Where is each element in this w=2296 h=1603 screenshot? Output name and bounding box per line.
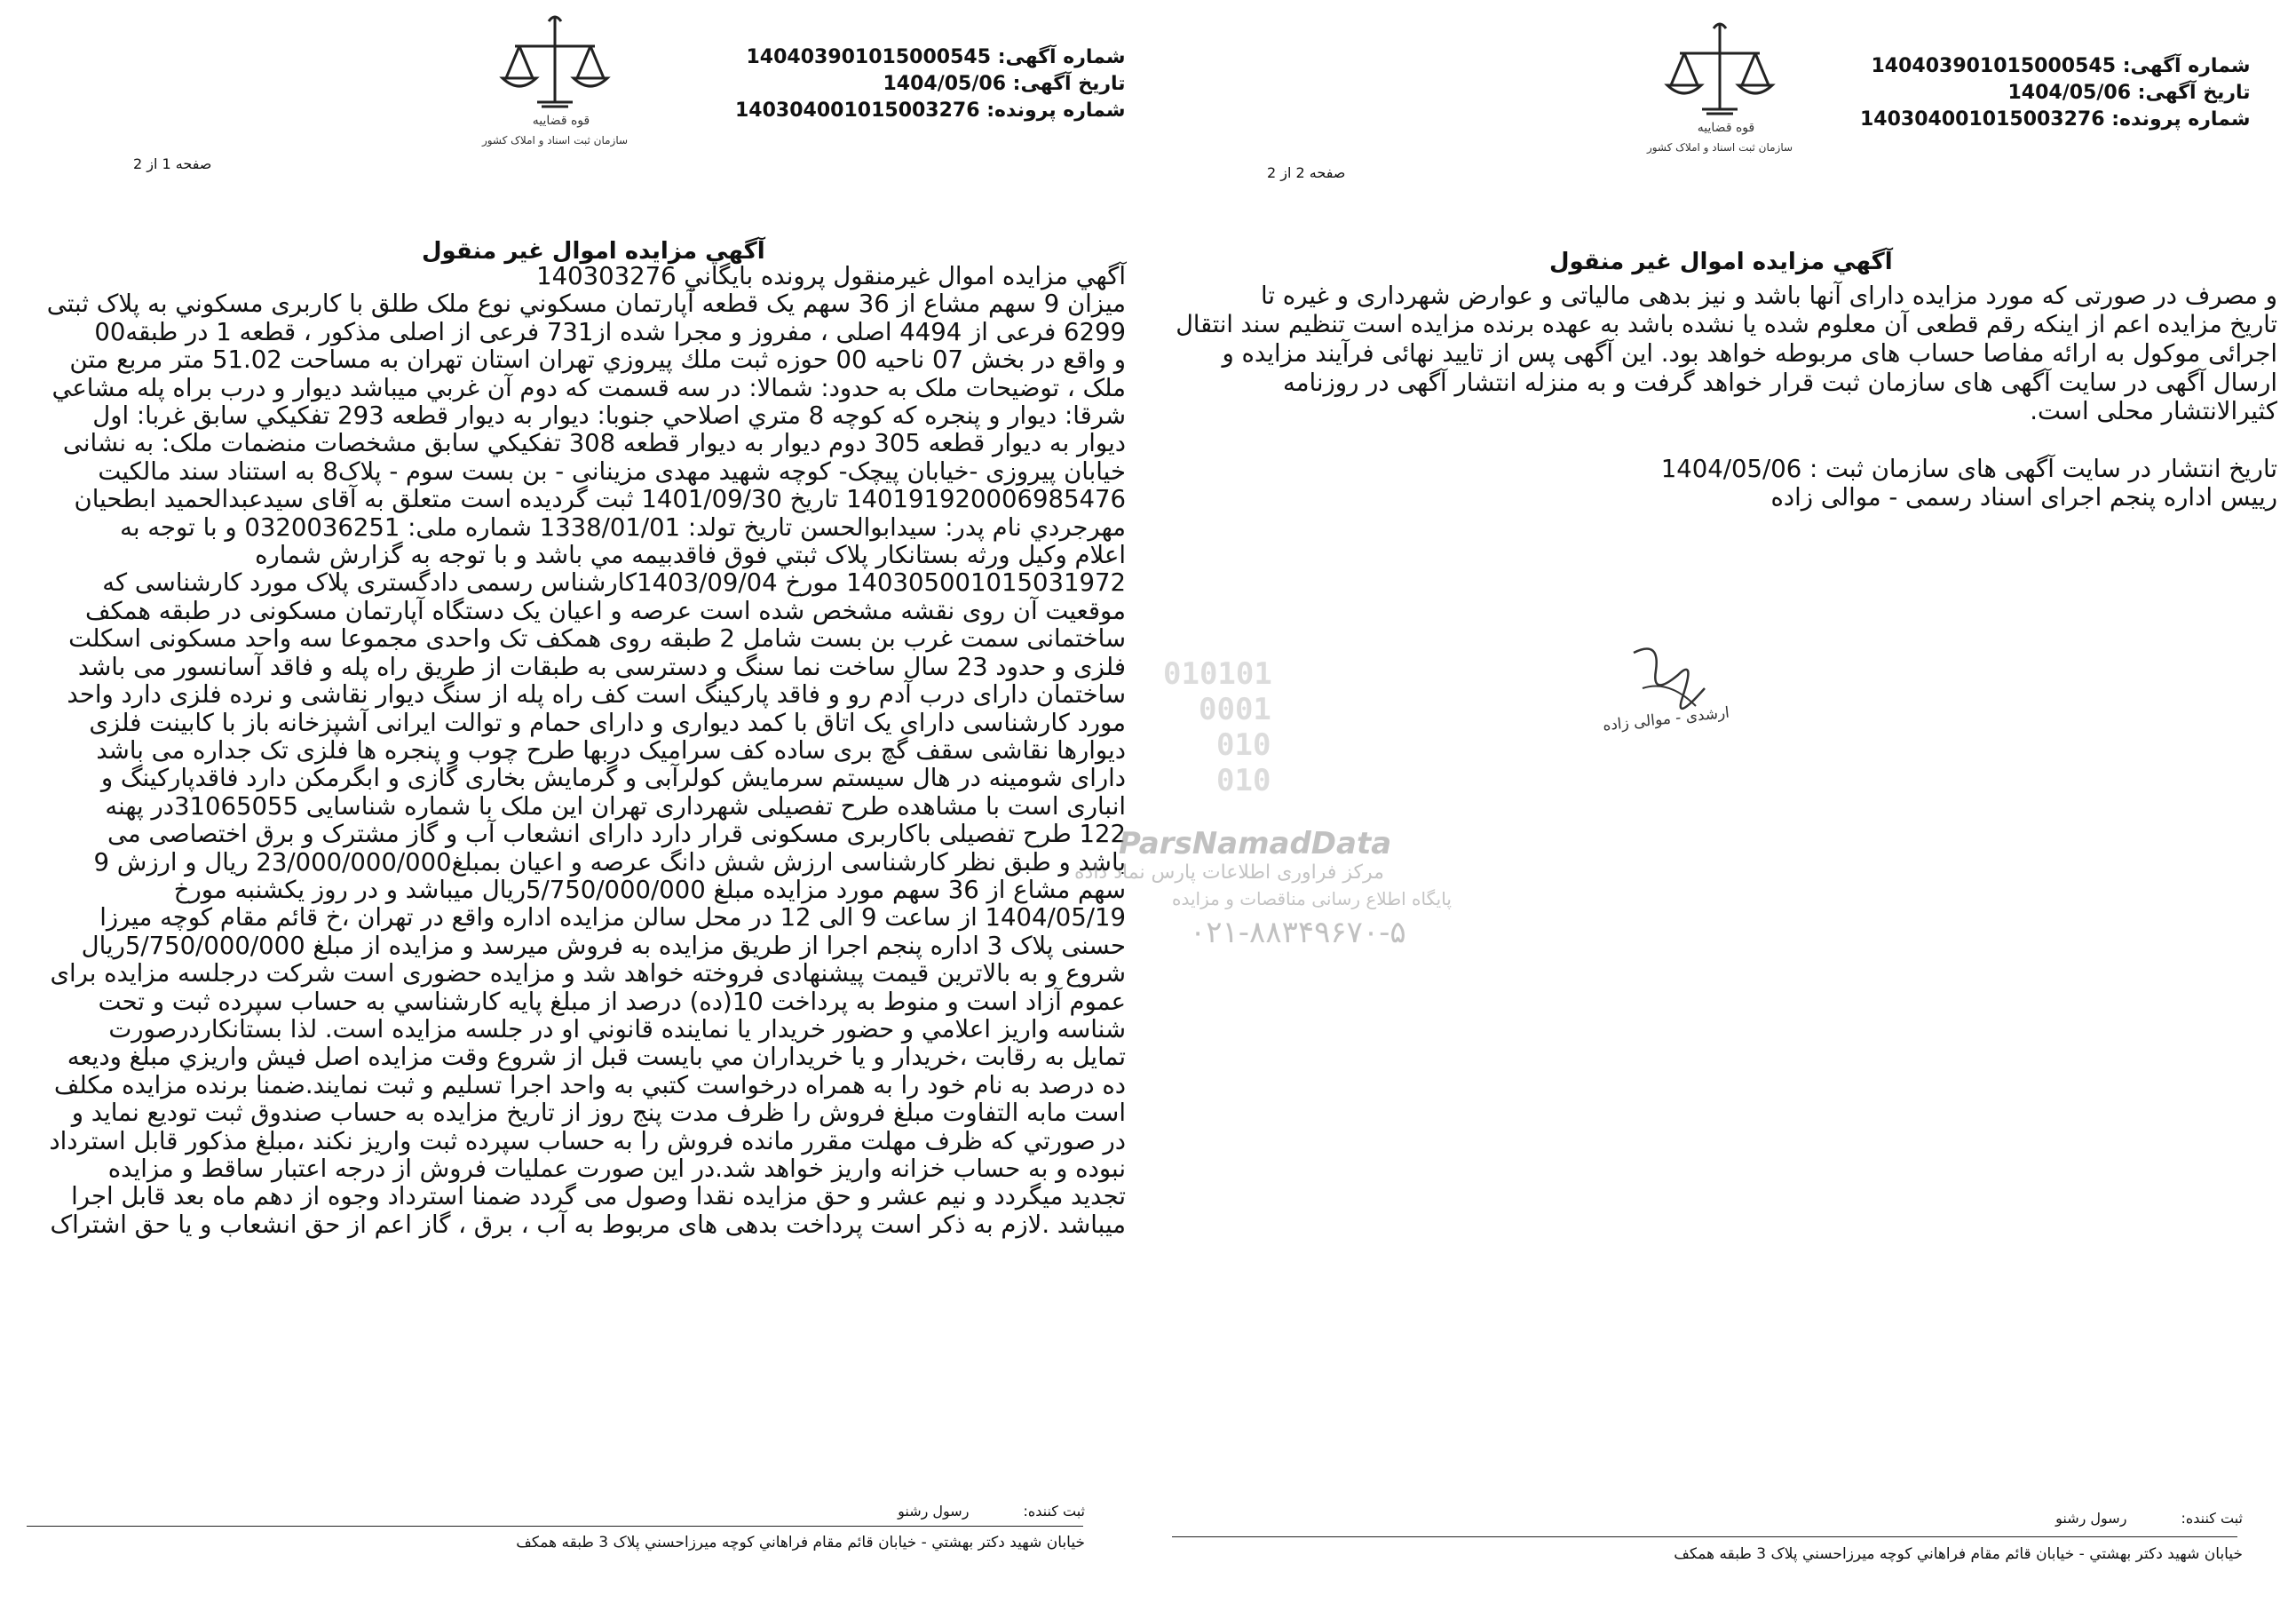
- emblem-org-sub: سازمان ثبت اسناد و املاک کشور: [1646, 141, 1793, 154]
- body-line: عموم آزاد است و منوط به پرداخت 10(ده) درصد از مبلغ پايه کارشناسي به حساب سپرده ثبت و تحت: [98, 987, 1126, 1016]
- body-line: 1404/05/19 از ساعت 9 الی 12 در محل سالن مزايده اداره واقع در تهران ،خ قائم مقام کوچه ميرزا: [99, 903, 1126, 932]
- notice-date: 1404/05/06: [2007, 82, 2131, 104]
- body-line: نبوده و به حساب خزانه واريز خواهد شد.در اين صورت عمليات فروش از درجه اعتبار ساقط و مزايده: [107, 1155, 1126, 1183]
- page-number: صفحه 1 از 2: [133, 155, 212, 172]
- body-line: تاريخ مزايده اعم از اينکه رقم قطعی آن معلوم شده يا نشده باشد به عهده برنده مزايده است تنظيم سند انتقال: [1176, 310, 2277, 338]
- body-line: اعلام وکيل ورثه بستانکار پلاک ثبتي فوق فاقدبيمه مي باشد و با توجه به گزارش شماره: [255, 541, 1126, 570]
- registrar: [898, 1503, 1085, 1520]
- body-line: ده درصد به نام خود را به همراه درخواست کتبي به واحد اجرا تسليم و ثبت نمايند.ضمنا برنده مزايده مکلف: [53, 1070, 1126, 1099]
- emblem-org-name: قوه قضاییه: [1697, 121, 1755, 135]
- body-line: شروع و به بالاترين قيمت پيشنهادی فروخته خواهد شد و مزايده حضوری است شرکت درجلسه مزايده برای: [50, 959, 1126, 988]
- body-line: مهرجردي نام پدر: سيدابوالحسن تاريخ تولد: 1338/01/01 شماره ملی: 0320036251 و با توجه به: [120, 512, 1126, 542]
- footer-divider: [27, 1526, 1083, 1527]
- case-number-label: شماره پرونده:: [986, 99, 1126, 122]
- watermark-digits-4: 010: [1216, 763, 1271, 798]
- body-line: 140305001015031972 مورخ 1403/09/04کارشناس رسمی دادگستری پلاک مورد کارشناسی که: [102, 568, 1126, 598]
- notice-number-label: شماره آگهی:: [997, 46, 1126, 68]
- footer-address: خيابان شهيد دکتر بهشتي - خيابان قائم مقام فراهاني کوچه ميرزاحسني پلاک 3 طبقه همکف: [1674, 1545, 2243, 1563]
- body-line: ديوارها نقاشی سقف گچ بری ساده کف سراميک دربها طرح چوب و پنجره ها فلزی تک جداره می باشد: [96, 735, 1126, 765]
- watermark-digits-3: 010: [1216, 727, 1271, 763]
- signature-caption: ارشدی - موالی زاده: [1602, 703, 1730, 735]
- watermark-line-2: پایگاه اطلاع رسانی مناقصات و مزایده: [1172, 888, 1452, 909]
- signature: [1607, 635, 1740, 750]
- notice-meta: [735, 44, 1126, 124]
- body-line: 14019192000698547​6 تاريخ 1401/09/30 ثبت گرديده است متعلق به آقای سيدعبدالحميد ابطحيان: [74, 485, 1126, 514]
- watermark-line-1: مرکز فراوری اطلاعات پارس نماد داده: [1074, 861, 1384, 884]
- body-line: 6299 فرعی از 4494 اصلی ، مفروز و مجرا شده از731 فرعی از اصلی مذکور ، قطعه 1 در طبقه00: [94, 317, 1126, 346]
- body-line: فلزی و حدود 23 سال ساخت نما سنگ و دسترسی به طبقات از طريق راه پله و فاقد آسانسور می باشد: [77, 652, 1126, 681]
- body-line: است مابه التفاوت مبلغ فروش را ظرف مدت پنج روز از تاريخ مزايده به حساب صندوق ثبت توديع نمايد و: [71, 1099, 1126, 1128]
- registrar-name: رسول رشنو: [2055, 1510, 2127, 1527]
- body-line: شناسه واريز اعلامي و حضور خريدار يا نماينده قانوني او در جلسه مزايده است. لذا بستانكاردرصورت: [108, 1014, 1126, 1044]
- notice-body: [27, 263, 1126, 1239]
- judiciary-emblem: [1644, 16, 1795, 167]
- watermark-digits-1: 010101: [1163, 656, 1272, 692]
- body-line: ارسال آگهی در سايت آگهی های سازمان ثبت قرار خواهد گرفت و به منزله انتشار آگهی در روزنامه: [1283, 368, 2277, 397]
- notice-meta: [1860, 53, 2251, 133]
- body-line: حسنی پلاک 3 اداره پنجم اجرا از طريق مزايده به فروش ميرسد و مزايده از مبلغ 5/750/000/000ريال: [81, 931, 1126, 960]
- body-line: 122 طرح تفصيلی باکاربری مسکونی قرار دارد دارای انشعاب آب و گاز مشترک و برق اختصاصی می: [107, 820, 1126, 849]
- body-line: تمايل به رقابت ،خريدار و يا خريداران مي بايست قبل از شروع وقت مزايده اصل فيش واريزي مبلغ وديعه: [67, 1043, 1126, 1072]
- registrar-name: رسول رشنو: [898, 1503, 970, 1520]
- footer-divider: [1172, 1536, 2237, 1537]
- notice-date: 1404/05/06: [883, 73, 1006, 95]
- publish-date-line: تاريخ انتشار در سايت آگهی های سازمان ثبت : 1404/05/06: [1660, 454, 2277, 483]
- footer-address: خيابان شهيد دکتر بهشتي - خيابان قائم مقام فراهاني کوچه ميرزاحسني پلاک 3 طبقه همکف: [516, 1534, 1085, 1551]
- notice-title: آگهي مزایده اموال غیر منقول: [422, 238, 765, 265]
- body-line: سهم مشاع از 36 سهم مورد مزايده مبلغ 5/750/000/000ريال ميباشد و در روز يکشنبه مورخ: [173, 875, 1126, 904]
- case-number: 140304001015003276: [735, 99, 980, 122]
- registrar-label: ثبت کننده:: [2181, 1510, 2243, 1527]
- body-line: و مصرف در صورتی که مورد مزايده دارای آنها باشد و نيز بدهی مالياتی و عوارض شهرداری و غيره تا: [1261, 282, 2277, 310]
- body-line: ميزان 9 سهم مشاع از 36 سهم يک قطعه آپارتمان مسکوني نوع ملک طلق با کاربری مسکوني به پلاک ثبتی: [46, 290, 1126, 319]
- registrar-label: ثبت کننده:: [1023, 1503, 1085, 1520]
- watermark-brand: ParsNamadData: [1119, 826, 1392, 861]
- body-line: ساختمان دارای درب آدم رو و فاقد پارکينگ است کف راه پله از سنگ ديوار نقاشی و نرده فلزی دارد واحد: [67, 680, 1126, 710]
- case-number-label: شماره پرونده:: [2111, 108, 2251, 131]
- body-line: دارای شومينه در هال سيستم سرمايش کولرآبی و گرمايش بخاری گازی و ابگرمکن دارد فاقدپارکينگ و: [100, 764, 1126, 793]
- notice-page-1: [0, 0, 1145, 1603]
- body-line: انباری است با مشاهده طرح تفصيلی شهرداری تهران اين ملک با شماره شناسايی 31065055در پهنه: [105, 791, 1126, 821]
- watermark-phone: ۰۲۱-۸۸۳۴۹۶۷۰-۵: [1190, 915, 1406, 950]
- body-line: و واقع در بخش 07 ناحيه 00 حوزه ثبت ملك پيروزي تهران استان تهران به مساحت 51.02 متر مربع متن: [69, 345, 1126, 375]
- case-number: 140304001015003276: [1860, 108, 2105, 131]
- body-line: کثيرالانتشار محلی است.: [2030, 397, 2277, 425]
- notice-number: 140403901015000545: [1871, 55, 2117, 77]
- body-line: اجرائی موکول به ارائه مفاصا حساب های مربوطه خواهد بود. اين آگهی پس از تاييد نهائی فرآيند مزايده و: [1222, 339, 2277, 368]
- scales-of-justice-icon: [1644, 16, 1795, 167]
- scales-of-justice-icon: [479, 9, 630, 160]
- body-line: شرقا: ديوار و پنجره که کوچه 8 متري اصلاحي جنوبا: ديوار به ديوار قطعه 293 تفکيکي سابق غربا: اول: [92, 401, 1126, 431]
- body-line: خيابان پيروزی -خيابان پيچک- کوچه شهيد مهدی مزينانی - بن بست سوم - پلاک8 به استناد سند مالکيت: [98, 456, 1126, 486]
- notice-date-label: تاریخ آگهی:: [2137, 82, 2251, 104]
- judiciary-emblem: [479, 9, 630, 160]
- body-line: تجديد ميگردد و نيم عشر و حق مزايده نقدا وصول می گردد ضمنا استرداد وجوه از دهم ماه بعد قابل اجرا: [71, 1182, 1126, 1211]
- watermark-digits-2: 0001: [1199, 692, 1271, 727]
- notice-number-label: شماره آگهی:: [2122, 55, 2251, 77]
- body-line: ميباشد .لازم به ذکر است پرداخت بدهی های مربوط به آب ، برق ، گاز اعم از حق انشعاب و يا حق اشتراک: [50, 1210, 1126, 1239]
- body-line: در صورتي که ظرف مهلت مقرر مانده فروش را به حساب سپرده ثبت واريز نکند ،مبلغ مذکور قابل استرداد: [49, 1126, 1126, 1155]
- body-line: ديوار به ديوار قطعه 305 دوم ديوار به ديوار قطعه 308 تفکيکي سابق مشخصات منضمات ملک: به نشانی: [62, 429, 1126, 458]
- body-line: ملک ، توضیحات ملک به حدود: شمالا: در سه قسمت که دوم آن غربي ميباشد ديوار و درب براه پله مشاعي: [51, 373, 1126, 402]
- emblem-org-name: قوه قضاییه: [532, 114, 590, 128]
- emblem-org-sub: سازمان ثبت اسناد و املاک کشور: [481, 134, 629, 147]
- notice-title: آگهي مزایده اموال غیر منقول: [1549, 249, 1893, 275]
- body-line: ساختمانی سمت غرب بن بست شامل 2 طبقه روی همکف تک واحدی مجموعا سه واحد مسکونی اسکلت: [68, 624, 1126, 654]
- notice-body-continued: [1168, 282, 2277, 512]
- notice-date-label: تاریخ آگهی:: [1012, 73, 1126, 95]
- notice-page-2: [1145, 0, 2296, 1603]
- registrar: [2055, 1510, 2243, 1527]
- body-line: باشد و طبق نظر کارشناسی ارزش شش دانگ عرصه و اعيان بمبلغ23/000/000/000 ريال و ارزش 9: [93, 847, 1126, 877]
- body-line: مورد کارشناسی دارای يک اتاق با کمد ديواری و دارای حمام و توالت ايرانی آشپزخانه باز با کابينت فلزی: [89, 708, 1126, 737]
- body-line: موقعيت آن روی نقشه مشخص شده است عرصه و اعيان يک دستگاه آپارتمان مسکونی در طبقه همکف: [85, 596, 1126, 625]
- notice-number: 140403901015000545: [746, 46, 992, 68]
- body-line: آگهي مزايده اموال غيرمنقول پرونده بايگاني 140303276: [536, 262, 1126, 290]
- page-number: صفحه 2 از 2: [1267, 164, 1346, 181]
- signer-line: رييس اداره پنجم اجرای اسناد رسمی - موالی زاده: [1770, 483, 2277, 512]
